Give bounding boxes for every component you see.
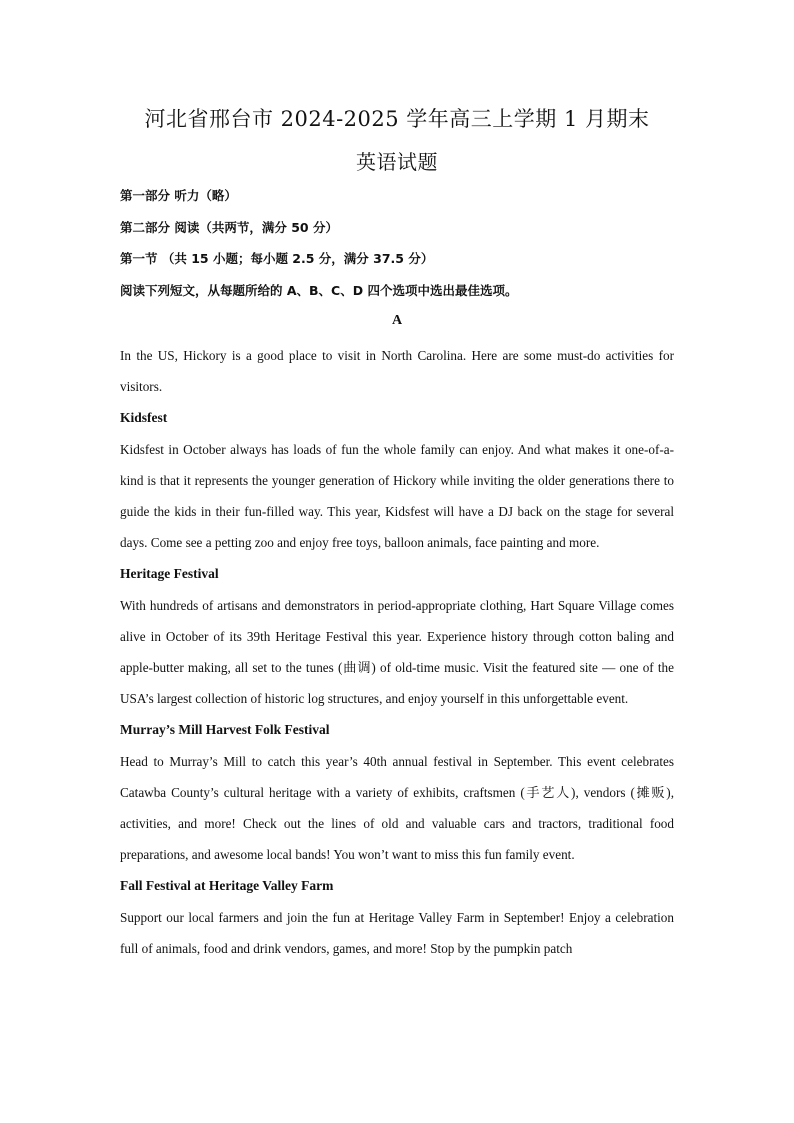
passage-label: A <box>391 313 403 328</box>
item-heading-murrays-mill: Murray’s Mill Harvest Folk Festival <box>120 722 330 738</box>
item-text-fall-festival: Support our local farmers and join the fun at Heritage Valley Farm in September! Enjoy a celebration full of animals, food and drink vendors, games, and more! Stop by the pumpkin patch <box>120 909 674 956</box>
item-text-heritage-festival: With hundreds of artisans and demonstrators in period-appropriate clothing, Hart Square Village comes alive in October of its 39th Heritage Festival this year. Experience history through cotton baling and apple-butter making, all set to the tunes (曲调) of old-time music. Visit the featured site — one of the USA’s largest collection of historic log structures, and enjoy yourself in this unforgettable event. <box>120 597 674 707</box>
item-text-murrays-mill: Head to Murray’s Mill to catch this year’s 40th annual festival in September. This event celebrates Catawba County’s cultural heritage with a variety of exhibits, craftsmen (手艺人), vendors (摊贩), activities, and more! Check out the lines of old and valuable cars and tractors, traditional food preparations, and awesome local bands! You won’t want to miss this fun family event. <box>120 753 674 863</box>
document-subtitle: 英语试题 <box>356 150 438 174</box>
item-heading-heritage-festival: Heritage Festival <box>120 566 219 582</box>
document-title: 河北省邢台市 2024-2025 学年高三上学期 1 月期末 <box>144 107 650 131</box>
item-heading-fall-festival: Fall Festival at Heritage Valley Farm <box>120 878 334 894</box>
part-one-heading: 第一部分 听力（略） <box>120 188 237 203</box>
passage-intro: In the US, Hickory is a good place to visit in North Carolina. Here are some must-do activities for visitors. <box>120 348 674 395</box>
passage-body <box>120 340 674 964</box>
section-one-heading: 第一节 （共 15 小题；每小题 2.5 分，满分 37.5 分） <box>120 251 434 266</box>
item-heading-kidsfest: Kidsfest <box>120 410 168 426</box>
reading-instructions: 阅读下列短文，从每题所给的 A、B、C、D 四个选项中选出最佳选项。 <box>120 283 518 298</box>
item-text-kidsfest: Kidsfest in October always has loads of fun the whole family can enjoy. And what makes it one-of-a-kind is that it represents the younger generation of Hickory while inviting the older generations there to guide the kids in their fun-filled way. This year, Kidsfest will have a DJ back on the stage for several days. Come see a petting zoo and enjoy free toys, balloon animals, face painting and more. <box>120 441 674 551</box>
part-two-heading: 第二部分 阅读（共两节，满分 50 分） <box>120 220 338 235</box>
